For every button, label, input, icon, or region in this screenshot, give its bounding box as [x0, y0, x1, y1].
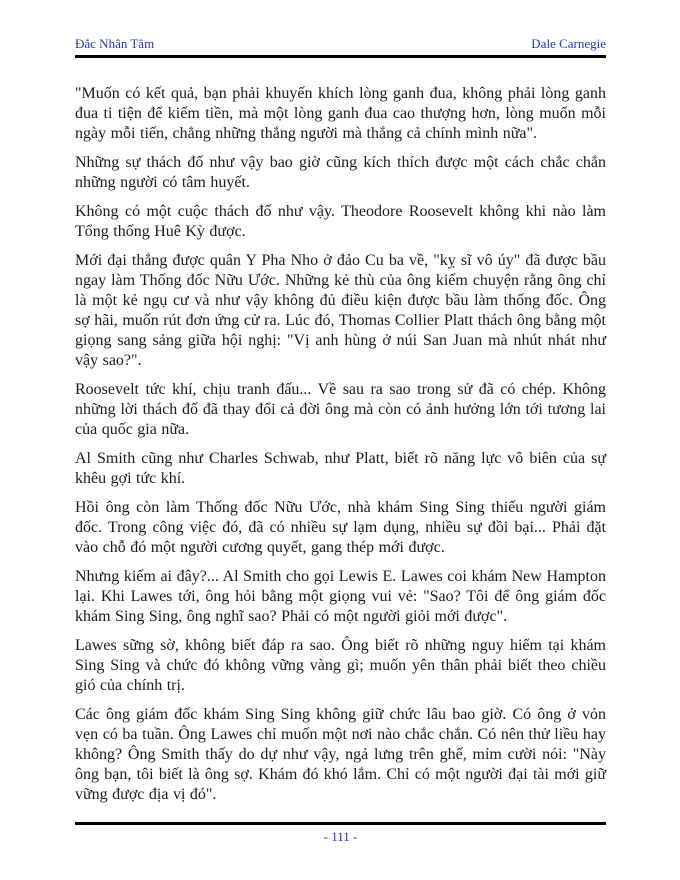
paragraph: Mới đại thắng được quân Y Pha Nho ở đảo Cu ba về, "kỵ sĩ vô úy" đã được bầu ngay làm Thống đốc Nữu Ước. Những kẻ thù của ông kiếm chuyện rằng ông chỉ là một kẻ ngụ cư và như vậy không đủ điều kiện được bầu làm thống đốc. Ông sợ hãi, muốn rút đơn ứng cử ra. Lúc đó, Thomas Collier Platt thách ông bằng một giọng sang sảng giữa hội nghị: "Vị anh hùng ở núi San Juan mà nhút nhát như vậy sao?". — [75, 252, 606, 369]
page-header — [75, 36, 606, 52]
paragraph: Không có một cuộc thách đố như vậy. Theodore Roosevelt không khi nào làm Tổng thống Huê Kỳ được. — [75, 203, 606, 240]
running-head-book-title: Đắc Nhân Tâm — [75, 36, 155, 51]
footer-rule — [75, 822, 606, 825]
paragraph: Những sự thách đố như vậy bao giờ cũng kích thích được một cách chắc chắn những người có tâm huyết. — [75, 154, 606, 191]
paragraph: Hồi ông còn làm Thống đốc Nữu Ước, nhà khám Sing Sing thiếu người giám đốc. Trong công việc đó, đã có nhiều sự lạm dụng, nhiều sự đồi bại... Phải đặt vào chỗ đó một người cương quyết, gang thép mới được. — [75, 499, 606, 556]
paragraph: Nhưng kiếm ai đây?... Al Smith cho gọi Lewis E. Lawes coi khám New Hampton lại. Khi Lawes tới, ông hỏi bằng một giọng vui vẻ: "Sao? Tôi để ông giám đốc khám Sing Sing, ông nghĩ sao? Phải có một người giỏi mới được". — [75, 568, 606, 625]
header-rule — [75, 55, 606, 58]
page-number: - 111 - — [323, 829, 358, 844]
paragraph: Các ông giám đốc khám Sing Sing không giữ chức lâu bao giờ. Có ông ở vỏn vẹn có ba tuần. Ông Lawes chỉ muốn một nơi nào chắc chắn. Có nên thử liều hay không? Ông Smith thấy do dự như vậy, ngả lưng trên ghế, mỉm cười nói: "Này ông bạn, tôi biết là ông sợ. Khám đó khó lắm. Chỉ có một người đại tài mới giữ vững được địa vị đó". — [75, 706, 606, 803]
running-head-author: Dale Carnegie — [531, 36, 606, 51]
paragraph: Roosevelt tức khí, chịu tranh đấu... Về sau ra sao trong sử đã có chép. Không những lời thách đố đã thay đổi cả đời ông mà còn có ảnh hưởng lớn tới tương lai của quốc gia nữa. — [75, 381, 606, 438]
paragraph: Lawes sững sờ, không biết đáp ra sao. Ông biết rõ những nguy hiểm tại khám Sing Sing và chức đó không vững vàng gì; muốn yên thân phải biết theo chiều gió của chính trị. — [75, 637, 606, 694]
paragraph: Al Smith cũng như Charles Schwab, như Platt, biết rõ năng lực vô biên của sự khêu gợi tức khí. — [75, 450, 606, 487]
page-body — [75, 84, 606, 814]
paragraph: "Muốn có kết quả, bạn phải khuyến khích lòng ganh đua, không phải lòng ganh đua ti tiện để kiếm tiền, mà một lòng ganh đua cao thượng hơn, lòng muốn mỗi ngày mỗi tiến, chẳng những thắng người mà thắng cả chính mình nữa". — [75, 85, 606, 142]
